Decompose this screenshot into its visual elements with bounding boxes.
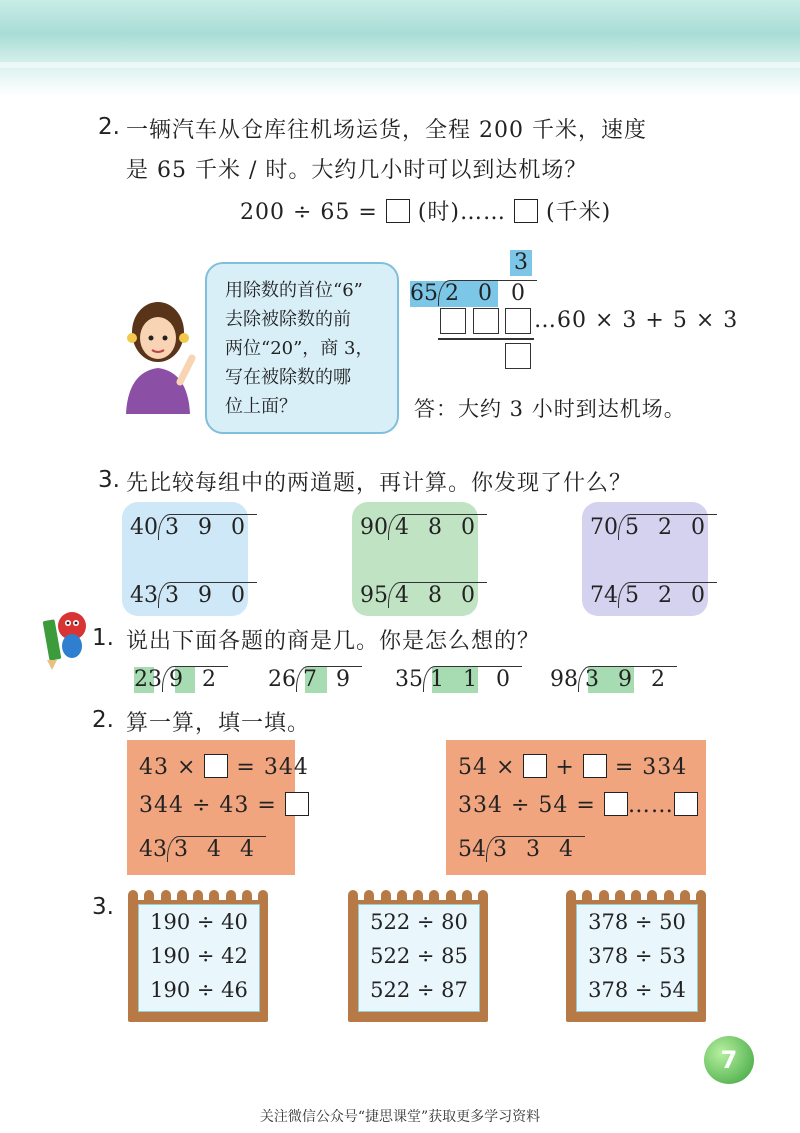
fence-board-3 bbox=[566, 890, 706, 1022]
divisor: 23 bbox=[134, 667, 162, 692]
bubble-line-3: 两位“20”，商 3， bbox=[225, 338, 374, 359]
fence-board-2 bbox=[348, 890, 488, 1022]
ex2-left-panel bbox=[127, 740, 309, 875]
q2-line2: 是 65 千米 / 时。大约几小时可以到达机场？ bbox=[126, 158, 588, 183]
dividend: 4 8 0 bbox=[388, 514, 487, 540]
footer-note: 关注微信公众号“捷思课堂”获取更多学习资料 bbox=[259, 1109, 541, 1125]
expression: 190 ÷ 40 bbox=[150, 910, 248, 934]
dividend: 2 0 0 bbox=[438, 280, 537, 306]
q2-line1: 一辆汽车从仓库往机场运货，全程 200 千米，速度 bbox=[126, 118, 647, 143]
bubble-line-5: 位上面？ bbox=[225, 396, 297, 417]
q3-group-2 bbox=[352, 502, 481, 616]
remainder-blank[interactable] bbox=[674, 792, 698, 816]
expr-part: 344 ÷ 43 = bbox=[139, 793, 277, 818]
expr-part: + bbox=[555, 755, 575, 780]
expression: 190 ÷ 42 bbox=[150, 944, 248, 968]
remainder-box[interactable] bbox=[505, 343, 531, 369]
equation-unit-hours: (时)…… bbox=[417, 200, 507, 225]
dividend: 3 3 4 bbox=[486, 836, 585, 862]
divisor: 74 bbox=[590, 583, 618, 608]
dividend: 7 9 bbox=[296, 666, 362, 692]
quotient-blank[interactable] bbox=[386, 199, 410, 223]
ex1-text: 说出下面各题的商是几。你是怎么想的？ bbox=[126, 629, 541, 654]
q3-number: 3. bbox=[98, 467, 120, 493]
pencil-mascot-icon bbox=[38, 606, 94, 670]
addend-blank[interactable] bbox=[583, 754, 607, 778]
expression: 378 ÷ 53 bbox=[588, 944, 686, 968]
expr-part: 54 × bbox=[458, 755, 516, 780]
dividend: 5 2 0 bbox=[618, 514, 717, 540]
remainder-blank[interactable] bbox=[514, 199, 538, 223]
dividend: 9 2 bbox=[162, 666, 228, 692]
expr-part: = 344 bbox=[236, 755, 309, 780]
ex2-text: 算一算，填一填。 bbox=[126, 711, 311, 736]
check-expression: …60 × 3 + 5 × 3 bbox=[534, 308, 739, 333]
dividend: 5 2 0 bbox=[618, 582, 717, 608]
expr-part: = 334 bbox=[614, 755, 688, 780]
equation-unit-km: (千米) bbox=[546, 200, 612, 225]
divisor: 35 bbox=[395, 667, 423, 692]
expression: 378 ÷ 54 bbox=[588, 978, 686, 1002]
bubble-line-4: 写在被除数的哪 bbox=[225, 367, 351, 388]
divisor: 43 bbox=[130, 583, 158, 608]
q2-answer: 答：大约 3 小时到达机场。 bbox=[414, 397, 686, 421]
divisor: 43 bbox=[139, 837, 167, 862]
fence-board-1 bbox=[128, 890, 268, 1022]
divisor: 26 bbox=[268, 667, 296, 692]
bubble-line-2: 去除被除数的前 bbox=[225, 309, 351, 330]
hint-bubble bbox=[205, 262, 399, 434]
q3-text: 先比较每组中的两道题，再计算。你发现了什么？ bbox=[126, 471, 633, 496]
dividend: 3 9 2 bbox=[578, 666, 677, 692]
banner-stripe bbox=[0, 62, 800, 68]
bubble-line-1: 用除数的首位“6” bbox=[225, 280, 363, 301]
divisor: 90 bbox=[360, 515, 388, 540]
expression: 522 ÷ 80 bbox=[370, 910, 468, 934]
divisor: 98 bbox=[550, 667, 578, 692]
quotient-blank[interactable] bbox=[285, 792, 309, 816]
expr-part: 43 × bbox=[139, 755, 197, 780]
expression: 522 ÷ 87 bbox=[370, 978, 468, 1002]
divisor: 95 bbox=[360, 583, 388, 608]
divisor: 54 bbox=[458, 837, 486, 862]
girl-illustration bbox=[118, 296, 198, 414]
equation-left: 200 ÷ 65 = bbox=[240, 200, 378, 225]
ex2-number: 2. bbox=[92, 707, 114, 733]
dividend: 4 8 0 bbox=[388, 582, 487, 608]
product-blank-1[interactable] bbox=[440, 308, 466, 334]
ex2-right-panel bbox=[446, 740, 706, 875]
top-banner bbox=[0, 0, 800, 96]
expression: 522 ÷ 85 bbox=[370, 944, 468, 968]
q3-group-3 bbox=[582, 502, 711, 616]
quotient-blank[interactable] bbox=[604, 792, 628, 816]
subtraction-line bbox=[438, 338, 534, 340]
dividend: 1 1 0 bbox=[423, 666, 522, 692]
dividend: 3 9 0 bbox=[158, 582, 257, 608]
page-number: 7 bbox=[704, 1036, 754, 1084]
dividend: 3 9 0 bbox=[158, 514, 257, 540]
factor-blank[interactable] bbox=[204, 754, 228, 778]
dividend: 3 4 4 bbox=[167, 836, 266, 862]
ex3-number: 3. bbox=[92, 894, 114, 920]
product-blank-3[interactable] bbox=[505, 308, 531, 334]
divisor: 70 bbox=[590, 515, 618, 540]
expr-part: 334 ÷ 54 = bbox=[458, 793, 596, 818]
divisor: 40 bbox=[130, 515, 158, 540]
ex1-number: 1. bbox=[92, 625, 114, 651]
q3-group-1 bbox=[122, 502, 251, 616]
q2-number: 2. bbox=[98, 114, 120, 140]
quotient-digit: 3 bbox=[514, 250, 528, 275]
expr-part: …… bbox=[627, 793, 674, 818]
factor-blank[interactable] bbox=[523, 754, 547, 778]
product-blank-2[interactable] bbox=[473, 308, 499, 334]
divisor: 65 bbox=[410, 281, 438, 306]
division-65-200 bbox=[410, 280, 537, 306]
q2-equation bbox=[240, 195, 611, 226]
expression: 378 ÷ 50 bbox=[588, 910, 686, 934]
expression: 190 ÷ 46 bbox=[150, 978, 248, 1002]
